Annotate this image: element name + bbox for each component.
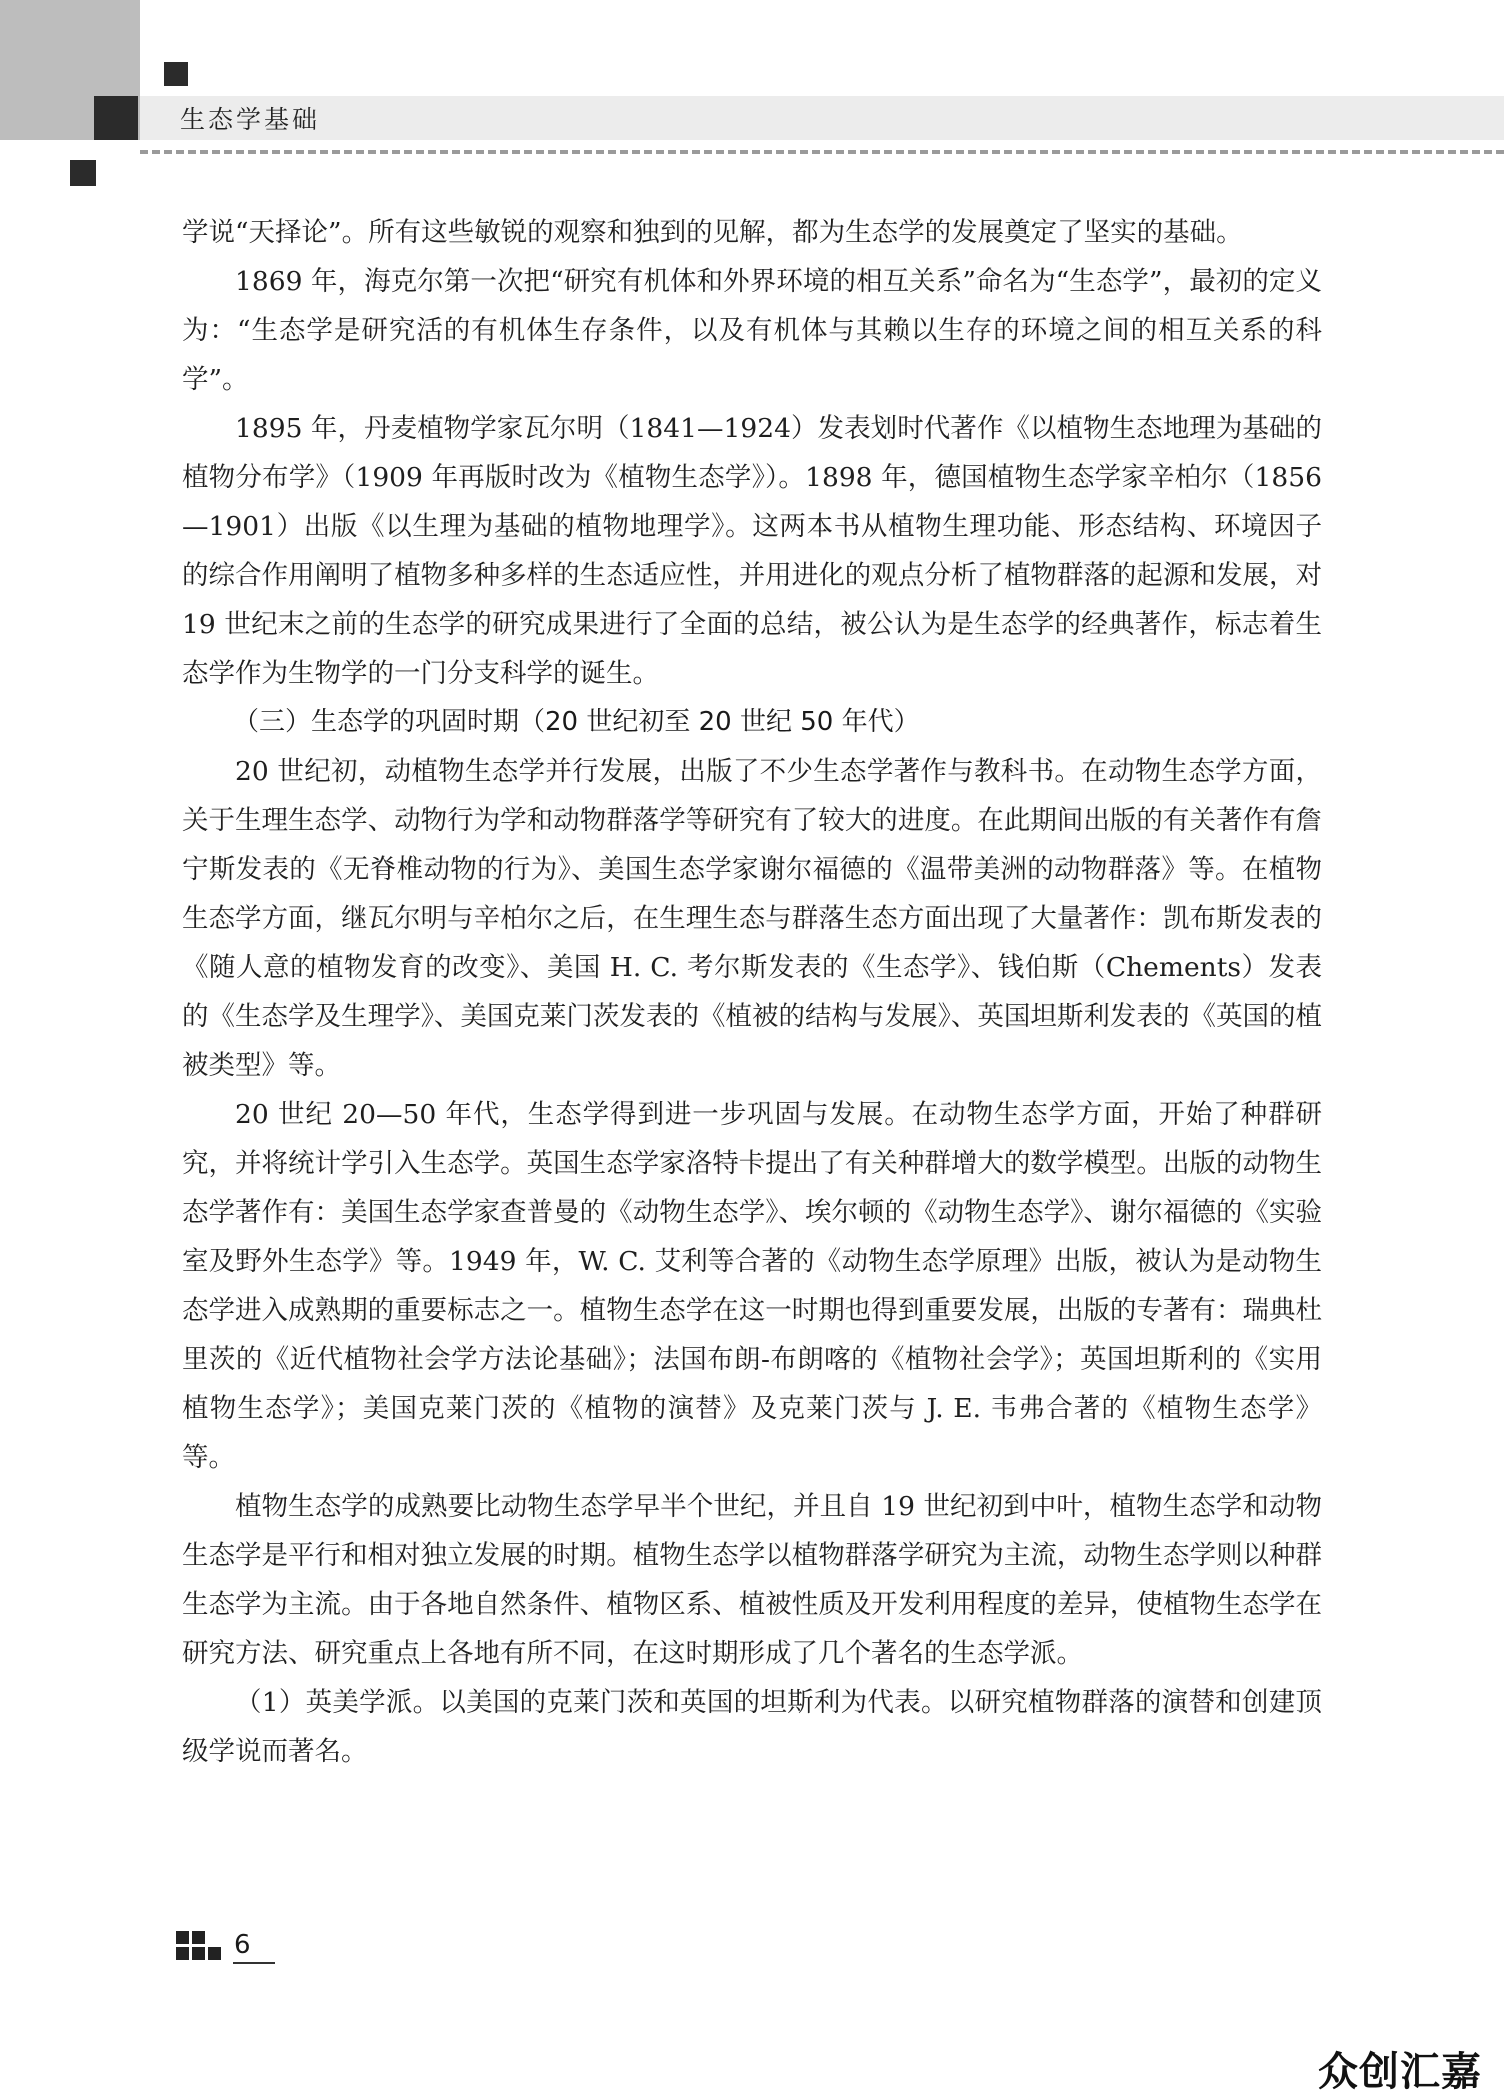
footer-rule: [233, 1962, 275, 1964]
paragraph: （1）英美学派。以美国的克莱门茨和英国的坦斯利为代表。以研究植物群落的演替和创建顶级学说而著名。: [182, 1687, 1322, 1767]
paragraph: 1869 年，海克尔第一次把“研究有机体和外界环境的相互关系”命名为“生态学”，最初的定义为：“生态学是研究活的有机体生存条件，以及有机体与其赖以生存的环境之间的相互关系的科学”。: [182, 266, 1322, 395]
paragraph: 20 世纪 20—50 年代，生态学得到进一步巩固与发展。在动物生态学方面，开始了种群研究，并将统计学引入生态学。英国生态学家洛特卡提出了有关种群增大的数学模型。出版的动物生态学著作有：美国生态学家查普曼的《动物生态学》、埃尔顿的《动物生态学》、谢尔福德的《实验室及野外生态学》等。1949 年，W. C. 艾利等合著的《动物生态学原理》出版，被认为是动物生态学进入成熟期的重要标志之一。植物生态学在这一时期也得到重要发展，出版的专著有：瑞典杜里茨的《近代植物社会学方法论基础》；法国布朗-布朗喀的《植物社会学》；英国坦斯利的《实用植物生态学》；美国克莱门茨的《植物的演替》及克莱门茨与 J. E. 韦弗合著的《植物生态学》等。: [182, 1099, 1322, 1473]
watermark-logo: 众创汇嘉: [1318, 2049, 1482, 2095]
paragraph: 1895 年，丹麦植物学家瓦尔明（1841—1924）发表划时代著作《以植物生态地理为基础的植物分布学》（1909 年再版时改为《植物生态学》）。1898 年，德国植物生态学家辛柏尔（1856—1901）出版《以生理为基础的植物地理学》。这两本书从植物生理功能、形态结构、环境因子的综合作用阐明了植物多种多样的生态适应性，并用进化的观点分析了植物群落的起源和发展，对 19 世纪末之前的生态学的研究成果进行了全面的总结，被公认为是生态学的经典著作，标志着生态学作为生物学的一门分支科学的诞生。: [182, 413, 1322, 689]
header-decor-square: [94, 96, 138, 140]
header-decor-square: [164, 62, 188, 86]
footer-decor-square: [208, 1947, 221, 1960]
running-header-title: 生态学基础: [180, 105, 321, 134]
header-dashed-rule: [140, 150, 1504, 154]
header-band: [140, 96, 1504, 140]
page-body: [182, 208, 1322, 1776]
footer-decor-square: [176, 1931, 189, 1944]
footer-decor-square: [176, 1947, 189, 1960]
footer-decor-square: [192, 1947, 205, 1960]
paragraph: 20 世纪初，动植物生态学并行发展，出版了不少生态学著作与教科书。在动物生态学方面，关于生理生态学、动物行为学和动物群落学等研究有了较大的进度。在此期间出版的有关著作有詹宁斯发表的《无脊椎动物的行为》、美国生态学家谢尔福德的《温带美洲的动物群落》等。在植物生态学方面，继瓦尔明与辛柏尔之后，在生理生态与群落生态方面出现了大量著作：凯布斯发表的《随人意的植物发育的改变》、美国 H. C. 考尔斯发表的《生态学》、钱伯斯（Chements）发表的《生态学及生理学》、美国克莱门茨发表的《植被的结构与发展》、英国坦斯利发表的《英国的植被类型》等。: [182, 756, 1322, 1081]
page-number: 6: [234, 1930, 251, 1960]
section-heading: （三）生态学的巩固时期（20 世纪初至 20 世纪 50 年代）: [233, 707, 920, 737]
header-decor-square: [70, 160, 96, 186]
paragraph: 植物生态学的成熟要比动物生态学早半个世纪，并且自 19 世纪初到中叶，植物生态学和动物生态学是平行和相对独立发展的时期。植物生态学以植物群落学研究为主流，动物生态学则以种群生态学为主流。由于各地自然条件、植物区系、植被性质及开发利用程度的差异，使植物生态学在研究方法、研究重点上各地有所不同，在这时期形成了几个著名的生态学派。: [182, 1491, 1322, 1669]
paragraph: 学说“天择论”。所有这些敏锐的观察和独到的见解，都为生态学的发展奠定了坚实的基础。: [182, 217, 1243, 248]
footer-decor-square: [192, 1931, 205, 1944]
